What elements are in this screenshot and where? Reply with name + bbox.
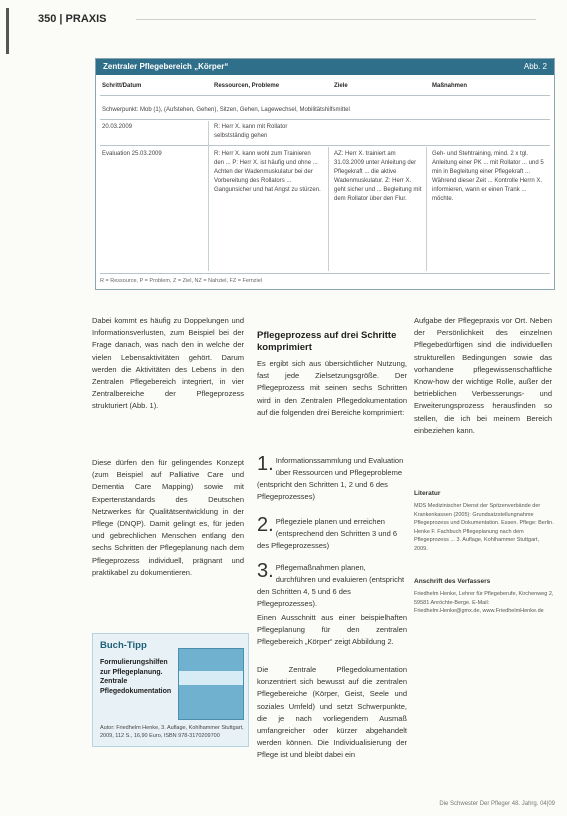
literature-heading: Literatur [414,490,441,497]
book-cover-image [178,648,244,720]
table-legend: R = Ressource, P = Problem, Z = Ziel, NZ = Nahziel, FZ = Fernziel [100,278,263,284]
table-divider [208,121,209,271]
col1-paragraph2: Diese dürfen den für gelingendes Konzept (zum Beispiel auf Palliative Care und Dementia Care Mapping) sowie mit Expertenstandards des Deutschen Netzwerkes für Qualitätsentwicklung in der Pflege (DNQP). Damit gelingt es, für jeden und gebrechlichen Menschen entlang den sechs Schritten der Pflegeplanung nach dem Pflegeprozess individuell, prägnant und praktikabel zu dokumentieren. [92,458,244,577]
list-number-2: 2. [257,514,274,536]
list-number-1: 1. [257,453,274,475]
table-rule [100,273,550,274]
col2-paragraph3: Die Zentrale Pflegedokumentation konzentriert sich bewusst auf die zentralen Pflegebereiche (Körper, Geist, Seele und soziales Umfeld) und setzt Schwerpunkte, die je nach vorliegendem Ausmaß umfangreicher oder kürzer abgehandelt werden können. Die Individualisierung der Pflege ist und bleibt dabei ein [257,665,407,760]
col-head-ziele: Ziele [334,83,348,89]
table-divider [426,147,427,271]
address-text: Friedhelm Henke, Lehrer für Pflegeberufe, Kirchenweg 2, 59581 Anröchte-Berge. E-Mail: Friedhelm.Henke@gmx.de, www.FriedhelmHenke.de [414,591,554,614]
col2-after-list: Einen Ausschnitt aus einer beispielhaften Pflegeplanung für den zentralen Pflegebereich „Körper“ zeigt Abbildung 2. [257,613,407,647]
table-rule [100,145,550,146]
page-footer: Die Schwester Der Pfleger 48. Jahrg. 04|09 [439,801,555,807]
margin-bar [6,8,9,54]
list-item-3-text: Pflegemaßnahmen planen, durchführen und evaluieren (entspricht den Schritten 4, 5 und 6 des Pflegeprozesses). [257,563,405,608]
row1-date: 20.03.2009 [102,124,133,130]
group-row: Schwerpunkt: Mob (1), (Aufstehen, Gehen), Sitzen, Gehen, Lagewechsel, Mobilitätshilfsmittel [102,107,350,113]
address-heading: Anschrift des Verfassers [414,578,491,585]
row2-measure: Geh- und Stehtraining, mind. 2 x tgl. Anleitung einer PK ... mit Rollator ... und 5 min in Begleitung einer Pflegekraft ... Während dieser Zeit ... Kontrolle Herrn X. informieren, wann er einen Trank ... möchte. [432,151,544,202]
literature-text: MDS Medizinischer Dienst der Spitzenverbände der Krankenkassen (2005): Grundsatzstellungnahme Pflegeprozess und Dokumentation. Essen. Pflege: Berlin. Henke F. Fachbuch Pflegeplanung nach dem Pflegeprozess ... 3. Auflage, Kohlhammer Stuttgart, 2009. [414,503,554,552]
section-heading: Pflegeprozess auf drei Schritte komprimiert [257,330,397,353]
figure-table [95,58,555,290]
table-title: Zentraler Pflegebereich „Körper“ [103,62,229,71]
col1-paragraph1: Dabei kommt es häufig zu Doppelungen und Informationsverlusten, zum Beispiel bei der Frage danach, was nach den in welche der vielen Lebensaktivitäten gehört. Darum werden die Aktivitäten des Lebens in den Zentralen Pflegebereich integriert, in vier Zentralbereiche der Pflegeprozess strukturiert (Abb. 1). [92,316,244,411]
book-tip-title: Buch-Tipp [100,640,147,651]
book-tip-description: Formulierungshilfen zur Pflegeplanung. Zentrale Pflegedokumentation [100,659,172,695]
row2-goal: AZ: Herr X. trainiert am 31.03.2009 unter Anleitung der Pflegekraft ... die aktive Wadenmuskulatur. Z: Herr X. geht sicher und ... Begleitung mit dem Rollator über den Flur. [334,151,422,202]
row1-resource: R: Herr X. kann mit Rollator selbstständig gehen [214,124,288,139]
table-title-bar [96,59,554,75]
col-head-ressourcen: Ressourcen, Probleme [214,83,280,89]
table-divider [328,147,329,271]
col3-paragraph: Aufgabe der Pflegepraxis vor Ort. Neben der Persönlichkeit des einzelnen Pflegebedürftigen sind die individuellen strukturellen Bedingungen sowie das vorhandene pflegewissenschaftliche Know-how der wichtige Rolle, außer der betrieblichen Verbesserungs- und Erweiterungsprozess herausfinden so stellen, die ich bei meinem Bereich einbeziehen kann. [414,316,552,435]
list-item-1 [257,455,407,503]
table-rule [100,95,550,96]
list-item-2 [257,516,407,552]
table-rule [100,119,550,120]
row2-resource: R: Herr X. kann wohl zum Trainieren den ... P: Herr X. ist häufig und ohne ... Achten der Wadenmuskulatur bei der Vorbereitung des Rollators ... Gangunsicher und hat Angst zu stürzen. [214,151,321,193]
book-tip-meta: Autor: Friedhelm Henke, 3. Auflage, Kohlhammer Stuttgart, 2009, 112 S., 16,90 Euro, ISBN 978-3170209700 [100,725,244,739]
list-item-2-text: Pflegeziele planen und erreichen (entsprechend den Schritten 3 und 6 des Pflegeprozesses) [257,517,398,550]
figure-label: Abb. 2 [523,62,547,71]
header-rule [136,19,536,20]
col-head-schritt: Schritt/Datum [102,83,142,89]
page-header: 350 | PRAXIS [38,13,107,25]
list-number-3: 3. [257,560,274,582]
col2-intro: Es ergibt sich aus übersichtlicher Nutzung, fast jede Zielsetzungsgröße. Der Pflegeprozess mit seinen sechs Schritten wird in den Zentralen Pflegedokumentation auf die folgenden drei Bereiche komprimiert: [257,359,407,417]
col-head-massnahmen: Maßnahmen [432,83,468,89]
list-item-3 [257,562,407,610]
list-item-1-text: Informationssammlung und Evaluation über Ressourcen und Pflegeprobleme (entspricht den Schritten 1, 2 und 6 des Pflegeprozesses) [257,456,404,501]
row2-date: Evaluation 25.03.2009 [102,151,162,157]
